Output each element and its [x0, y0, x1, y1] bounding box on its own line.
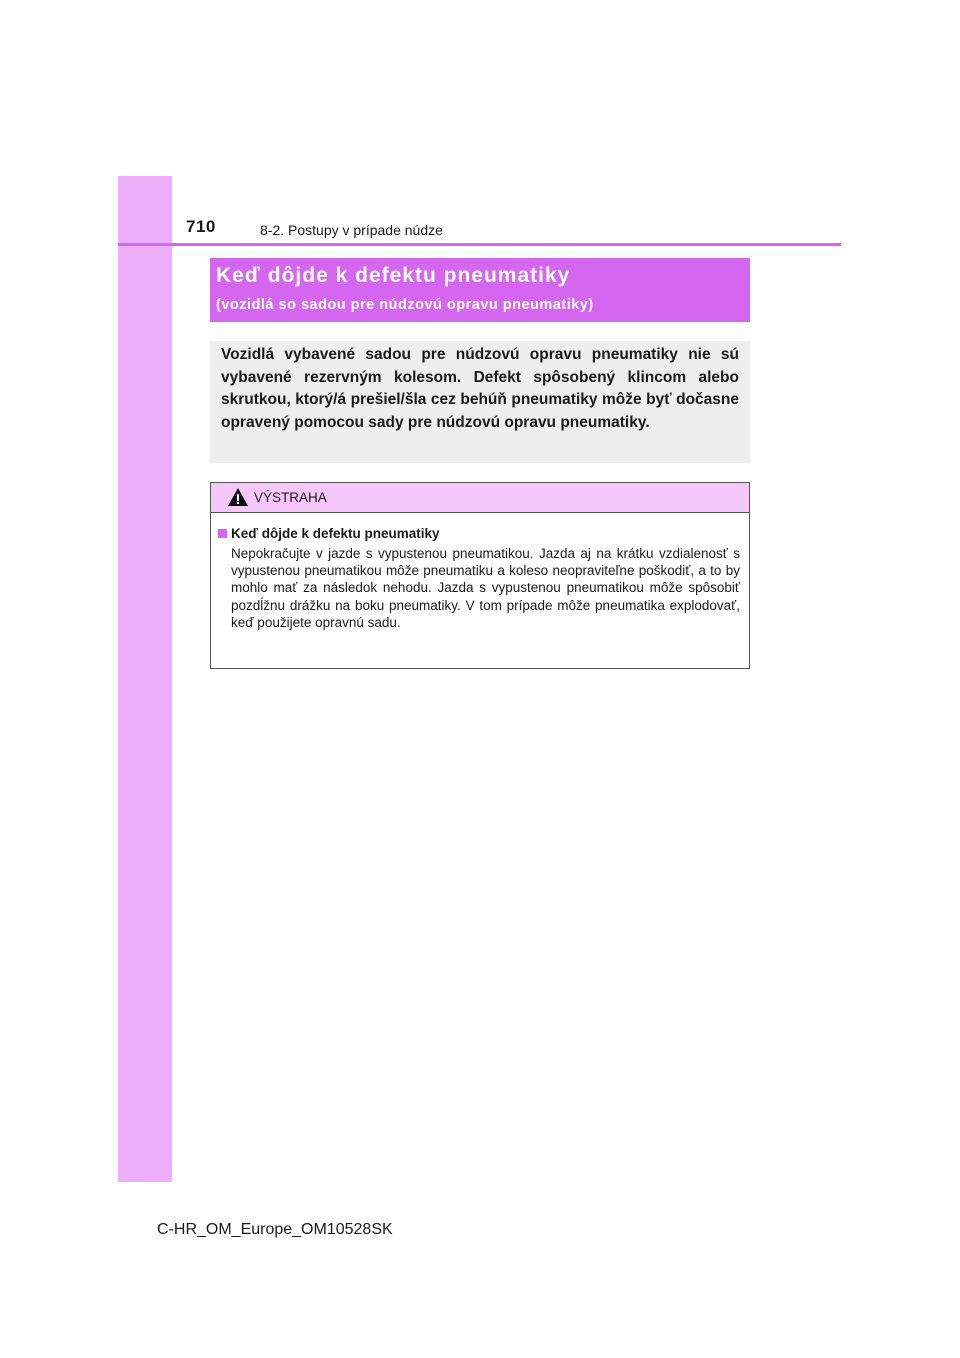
page-subtitle: (vozidlá so sadou pre núdzovú opravu pneumatiky)	[216, 297, 594, 313]
intro-box	[210, 341, 750, 463]
warning-header	[211, 483, 749, 513]
page-number: 710	[186, 217, 216, 236]
document-code: C-HR_OM_Europe_OM10528SK	[157, 1221, 393, 1238]
header-divider	[118, 243, 841, 246]
square-bullet-icon	[218, 529, 227, 538]
chapter-tab-sidebar	[118, 176, 172, 1182]
warning-triangle-icon	[227, 487, 249, 507]
title-banner	[210, 258, 750, 322]
warning-paragraph: Nepokračujte v jazde s vypustenou pneumatikou. Jazda aj na krátku vzdialenosť s vypustenou pneumatikou môže pneumatiku a koleso neopraviteľne poškodiť, a to by mohlo mať za následok nehodu. Jazda s vypustenou pneumatikou môže spôsobiť pozdĺžnu drážku na boku pneumatiky. V tom prípade môže pneumatika explodovať, keď použijete opravnú sadu.	[231, 546, 740, 630]
warning-label: VÝSTRAHA	[254, 490, 327, 505]
warning-box	[210, 482, 750, 669]
warning-heading-text: Keď dôjde k defektu pneumatiky	[231, 526, 440, 541]
section-title: 8-2. Postupy v prípade núdze	[260, 222, 443, 238]
warning-heading	[218, 525, 740, 543]
intro-text: Vozidlá vybavené sadou pre núdzovú opravu pneumatiky nie sú vybavené rezervným kolesom. Defekt spôsobený klincom alebo skrutkou, ktorý/á prešiel/šla cez behúň pneumatiky môže byť dočasne opravený pomocou sady pre núdzovú opravu pneumatiky.	[221, 346, 739, 431]
warning-body	[211, 513, 749, 631]
page-title: Keď dôjde k defektu pneumatiky	[216, 264, 571, 287]
